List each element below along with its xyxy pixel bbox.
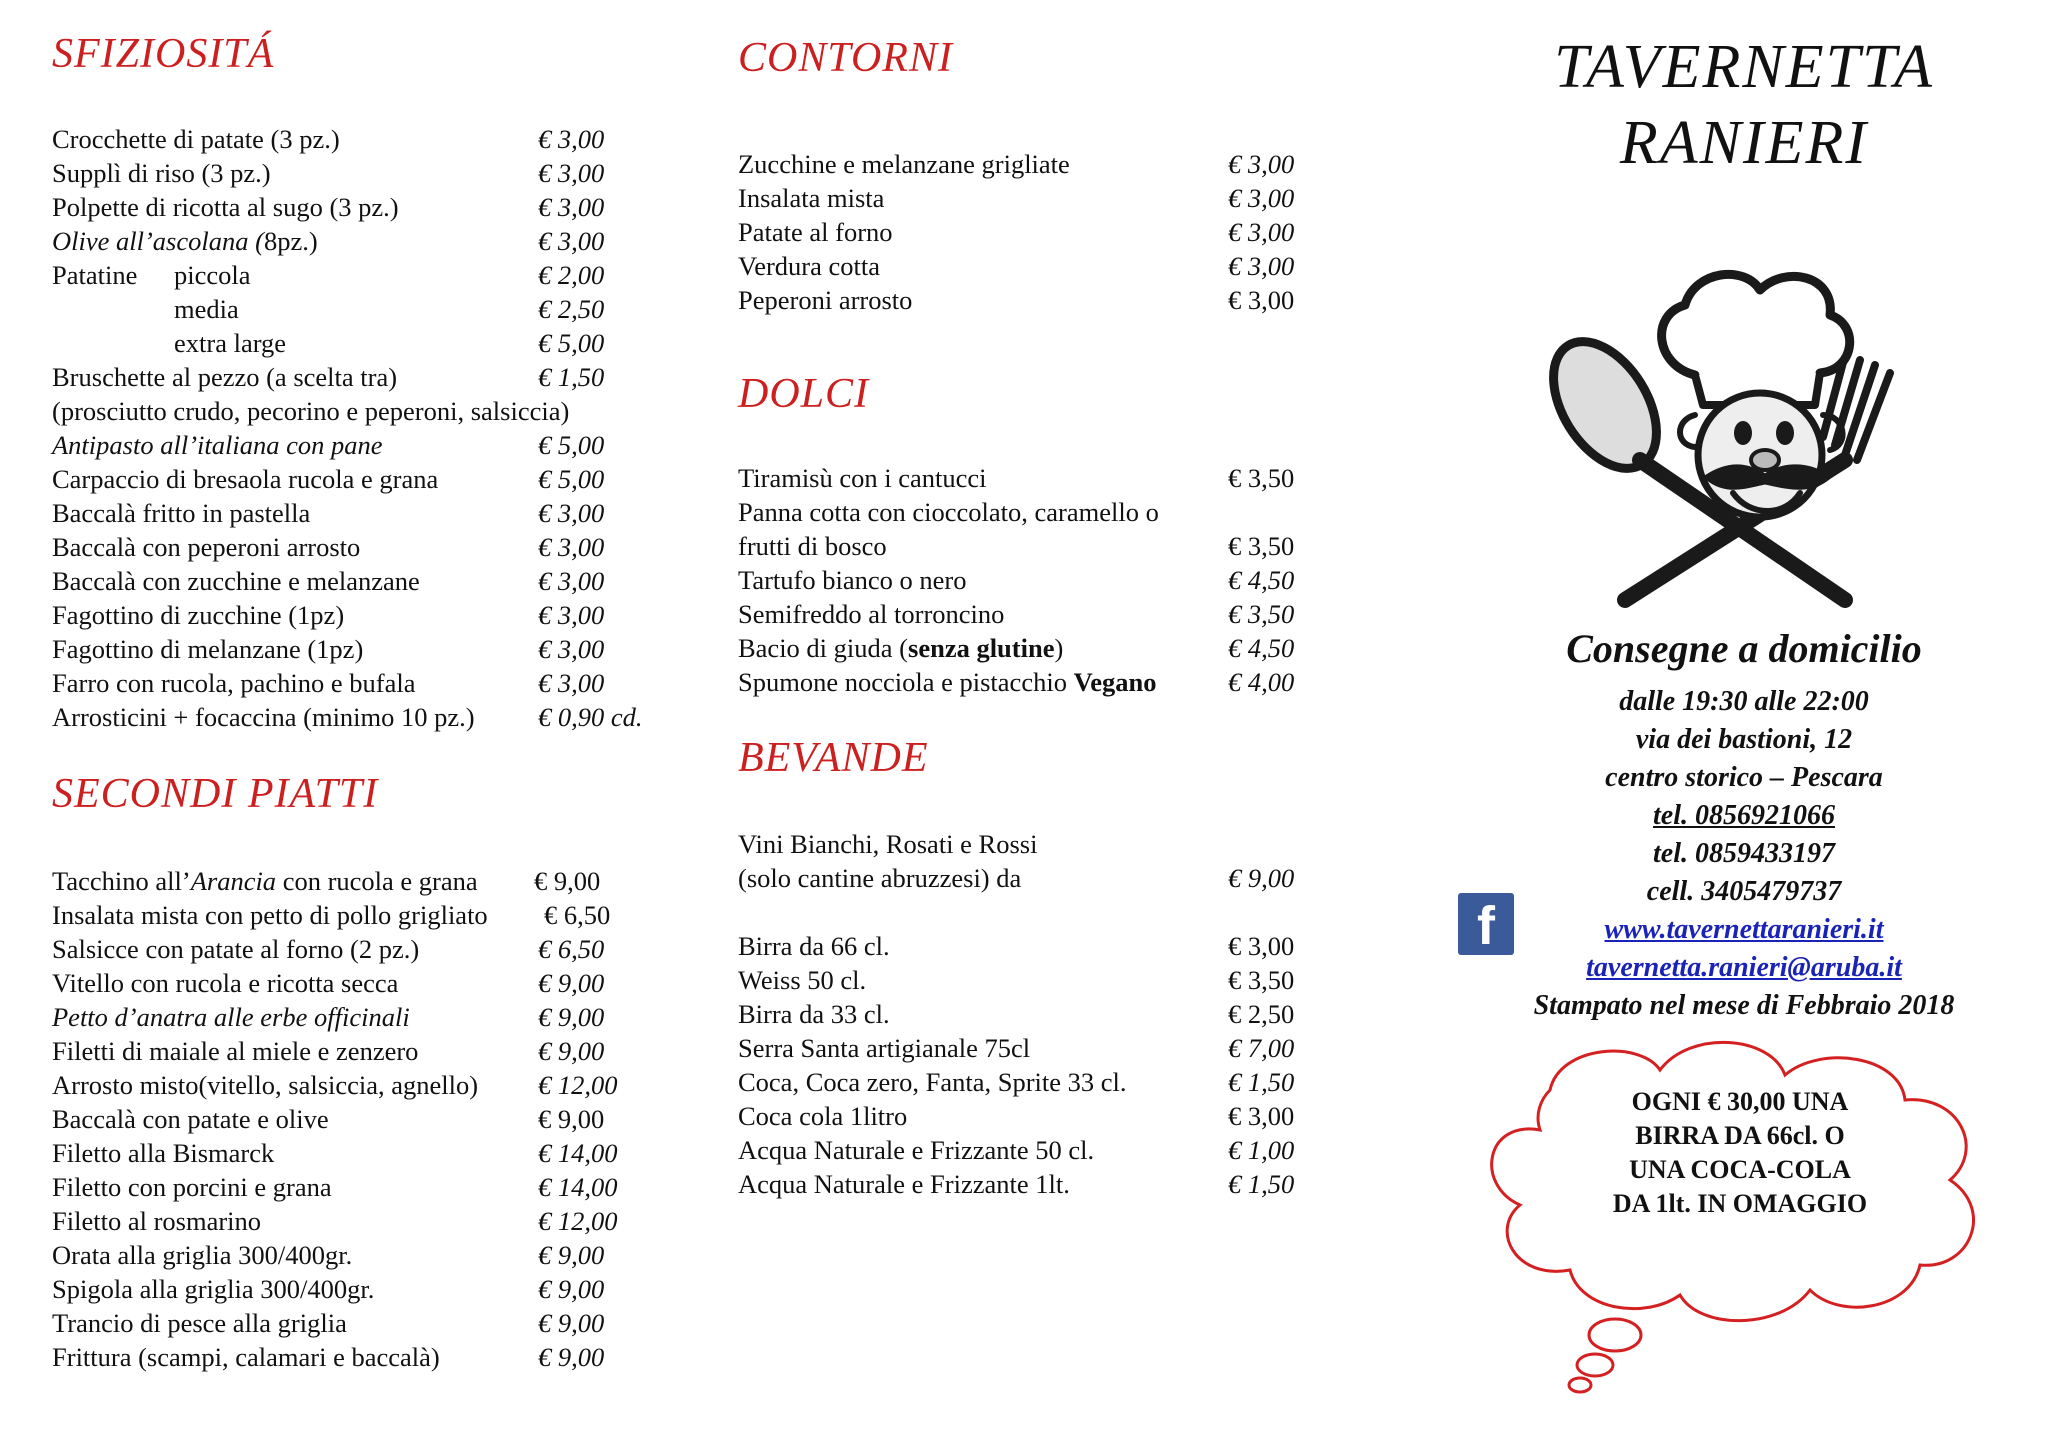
website-link[interactable]: www.tavernettaranieri.it: [1604, 914, 1884, 945]
item-price: € 3,50: [1228, 531, 1295, 561]
menu-item: Coca, Coca zero, Fanta, Sprite 33 cl. € 1,50: [738, 1067, 1295, 1097]
menu-item: Filetto alla Bismarck € 14,00: [52, 1138, 618, 1168]
menu-item: extra large € 5,00: [174, 328, 605, 358]
menu-item-note: Panna cotta con cioccolato, caramello o: [738, 497, 1159, 527]
item-price: € 1,50: [538, 362, 605, 392]
menu-item: Insalata mista € 3,00: [738, 183, 1295, 213]
menu-item: Baccalà con patate e olive € 9,00: [52, 1104, 605, 1134]
item-price: € 1,00: [1228, 1135, 1295, 1165]
menu-item: Salsicce con patate al forno (2 pz.) € 6,50: [52, 934, 605, 964]
item-price: € 3,00: [1228, 183, 1295, 213]
item-price: € 3,00: [1228, 217, 1295, 247]
item-price: € 3,00: [538, 566, 605, 596]
menu-item: Filetto al rosmarino € 12,00: [52, 1206, 618, 1236]
promo-line-3: UNA COCA-COLA: [1629, 1155, 1851, 1184]
item-price: € 9,00: [1228, 863, 1295, 893]
item-price: € 6,50: [544, 900, 611, 930]
item-price: € 3,50: [1228, 463, 1295, 493]
phone-1[interactable]: tel. 0856921066: [1653, 800, 1835, 831]
item-price: € 4,00: [1228, 667, 1295, 697]
promo-line-1: OGNI € 30,00 UNA: [1631, 1087, 1849, 1116]
item-price: € 9,00: [538, 1036, 605, 1066]
menu-item: Crocchette di patate (3 pz.) € 3,00: [52, 124, 605, 154]
item-price: € 3,00: [1228, 251, 1295, 281]
delivery-hours: dalle 19:30 alle 22:00: [1619, 686, 1869, 717]
chef-logo-icon: [1545, 255, 1925, 625]
item-price: € 3,00: [1228, 1101, 1295, 1131]
menu-item: Orata alla griglia 300/400gr. € 9,00: [52, 1240, 605, 1270]
item-price: € 3,00: [538, 192, 605, 222]
item-price: € 3,00: [538, 532, 605, 562]
sfiziosita-list: [52, 122, 692, 734]
section-title-bevande: BEVANDE: [738, 735, 929, 781]
menu-item: Baccalà con zucchine e melanzane € 3,00: [52, 566, 605, 596]
menu-item: Baccalà con peperoni arrosto € 3,00: [52, 532, 605, 562]
item-price: € 5,00: [538, 430, 605, 460]
item-price: € 4,50: [1228, 633, 1295, 663]
menu-item: Supplì di riso (3 pz.) € 3,00: [52, 158, 605, 188]
menu-item: Spumone nocciola e pistacchio Vegano € 4,00: [738, 667, 1295, 697]
menu-item: media € 2,50: [174, 294, 605, 324]
menu-item: Carpaccio di bresaola rucola e grana € 5,00: [52, 464, 605, 494]
item-price: € 3,00: [1228, 285, 1295, 315]
item-price: € 3,00: [538, 498, 605, 528]
menu-item: Filetti di maiale al miele e zenzero € 9,00: [52, 1036, 605, 1066]
item-price: € 0,90 cd.: [538, 702, 643, 732]
item-price: € 6,50: [538, 934, 605, 964]
menu-item: Frittura (scampi, calamari e baccalà) € 9,00: [52, 1342, 605, 1372]
item-price: € 9,00: [538, 1274, 605, 1304]
email-link[interactable]: tavernetta.ranieri@aruba.it: [1586, 952, 1902, 983]
menu-item: Bruschette al pezzo (a scelta tra) € 1,50: [52, 362, 605, 392]
item-price: € 9,00: [538, 1104, 605, 1134]
address-street: via dei bastioni, 12: [1635, 724, 1853, 755]
item-price: € 3,00: [1228, 149, 1295, 179]
menu-item: Zucchine e melanzane grigliate € 3,00: [738, 149, 1295, 179]
menu-item: Tartufo bianco o nero € 4,50: [738, 565, 1295, 595]
facebook-icon[interactable]: f: [1458, 893, 1514, 955]
item-price: € 12,00: [538, 1206, 618, 1236]
menu-item: Vitello con rucola e ricotta secca € 9,00: [52, 968, 605, 998]
item-price: € 1,50: [1228, 1067, 1295, 1097]
menu-item: Tiramisù con i cantucci € 3,50: [738, 463, 1295, 493]
item-price: € 5,00: [538, 464, 605, 494]
brand-line-1: TAVERNETTA: [1554, 33, 1934, 101]
menu-item: Serra Santa artigianale 75cl € 7,00: [738, 1033, 1295, 1063]
menu-item: Acqua Naturale e Frizzante 1lt. € 1,50: [738, 1169, 1295, 1199]
address-area: centro storico – Pescara: [1605, 762, 1883, 793]
item-price: € 3,50: [1228, 965, 1295, 995]
menu-item: Antipasto all’italiana con pane € 5,00: [52, 430, 605, 460]
dolci-list: [738, 461, 1338, 699]
item-price: € 3,00: [538, 226, 605, 256]
contorni-list: [738, 147, 1338, 317]
item-price: € 3,00: [538, 600, 605, 630]
item-price: € 9,00: [538, 1240, 605, 1270]
item-price: € 3,00: [538, 634, 605, 664]
menu-item: Arrosticini + focaccina (minimo 10 pz.) € 0,90 cd.: [52, 702, 643, 732]
menu-item: Semifreddo al torroncino € 3,50: [738, 599, 1295, 629]
promo-line-4: DA 1lt. IN OMAGGIO: [1612, 1189, 1868, 1218]
menu-item: Verdura cotta € 3,00: [738, 251, 1295, 281]
item-price: € 12,00: [538, 1070, 618, 1100]
item-price: € 3,00: [538, 158, 605, 188]
promo-line-2: BIRRA DA 66cl. O: [1635, 1121, 1845, 1150]
menu-item: Olive all’ascolana (8pz.) € 3,00: [52, 226, 605, 256]
item-price: € 9,00: [538, 1342, 605, 1372]
menu-item: Patate al forno € 3,00: [738, 217, 1295, 247]
menu-item-note: Vini Bianchi, Rosati e Rossi: [738, 829, 1038, 859]
item-price: € 2,00: [538, 260, 605, 290]
menu-item: Polpette di ricotta al sugo (3 pz.) € 3,00: [52, 192, 605, 222]
item-price: € 7,00: [1228, 1033, 1295, 1063]
menu-item: Tacchino all’Arancia con rucola e grana € 9,00: [52, 866, 601, 896]
menu-item: Baccalà fritto in pastella € 3,00: [52, 498, 605, 528]
item-price: € 9,00: [538, 968, 605, 998]
mobile-phone: cell. 3405479737: [1646, 876, 1842, 907]
item-price: € 4,50: [1228, 565, 1295, 595]
section-title-sfiziosita: SFIZIOSITÁ: [52, 31, 275, 77]
menu-item: Patatine piccola € 2,00: [52, 260, 605, 290]
menu-item: frutti di bosco € 3,50: [738, 531, 1295, 561]
menu-item: Trancio di pesce alla griglia € 9,00: [52, 1308, 605, 1338]
item-price: € 9,00: [538, 1308, 605, 1338]
menu-item: Filetto con porcini e grana € 14,00: [52, 1172, 618, 1202]
menu-item: Coca cola 1litro € 3,00: [738, 1101, 1295, 1131]
phone-2: tel. 0859433197: [1653, 838, 1835, 869]
item-price: € 3,00: [538, 124, 605, 154]
menu-item: Spigola alla griglia 300/400gr. € 9,00: [52, 1274, 605, 1304]
secondi-list: [52, 864, 692, 1374]
brand-line-2: RANIERI: [1619, 109, 1869, 177]
section-title-secondi: SECONDI PIATTI: [52, 771, 379, 817]
menu-item: Fagottino di zucchine (1pz) € 3,00: [52, 600, 605, 630]
spacer: [738, 895, 1338, 929]
menu-item: (solo cantine abruzzesi) da € 9,00: [738, 863, 1295, 893]
item-price: € 14,00: [538, 1138, 618, 1168]
menu-item: Farro con rucola, pachino e bufala € 3,00: [52, 668, 605, 698]
delivery-heading: Consegne a domicilio: [1566, 626, 1922, 671]
item-price: € 9,00: [534, 866, 601, 896]
item-price: € 3,00: [1228, 931, 1295, 961]
item-price: € 3,00: [538, 668, 605, 698]
section-title-contorni: CONTORNI: [738, 35, 953, 81]
menu-item: Arrosto misto(vitello, salsiccia, agnello) € 12,00: [52, 1070, 618, 1100]
printed-date: Stampato nel mese di Febbraio 2018: [1533, 990, 1955, 1021]
bevande-list: [738, 827, 1338, 1201]
menu-item: Bacio di giuda (senza glutine) € 4,50: [738, 633, 1295, 663]
menu-item: Acqua Naturale e Frizzante 50 cl. € 1,00: [738, 1135, 1295, 1165]
menu-item-note: (prosciutto crudo, pecorino e peperoni, salsiccia): [52, 396, 570, 426]
item-price: € 5,00: [538, 328, 605, 358]
item-price: € 2,50: [1228, 999, 1295, 1029]
menu-item: Peperoni arrosto € 3,00: [738, 285, 1295, 315]
item-price: € 9,00: [538, 1002, 605, 1032]
item-price: € 1,50: [1228, 1169, 1295, 1199]
menu-item: Weiss 50 cl. € 3,50: [738, 965, 1295, 995]
menu-item: Birra da 33 cl. € 2,50: [738, 999, 1295, 1029]
menu-item: Insalata mista con petto di pollo grigliato € 6,50: [52, 900, 611, 930]
item-price: € 2,50: [538, 294, 605, 324]
item-price: € 3,50: [1228, 599, 1295, 629]
menu-item: Birra da 66 cl. € 3,00: [738, 931, 1295, 961]
menu-item: Petto d’anatra alle erbe officinali € 9,00: [52, 1002, 605, 1032]
section-title-dolci: DOLCI: [738, 371, 870, 417]
item-price: € 14,00: [538, 1172, 618, 1202]
menu-item: Fagottino di melanzane (1pz) € 3,00: [52, 634, 605, 664]
